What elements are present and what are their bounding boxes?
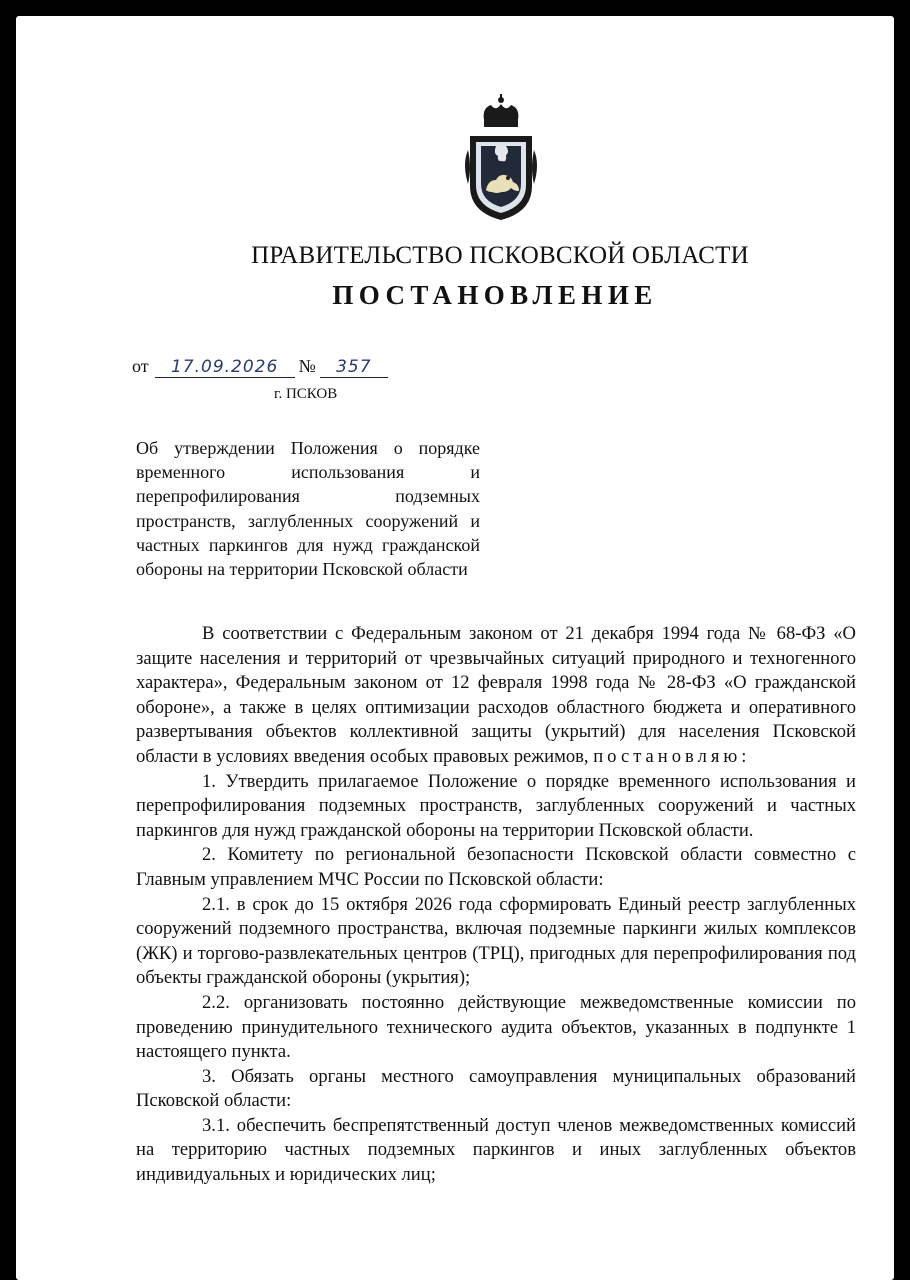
preamble bbox=[136, 622, 856, 770]
paragraph-1: 1. Утвердить прилагаемое Положение о порядке временного использования и перепрофилирования подземных пространств, заглубленных сооружений и частных паркингов для нужд гражданской обороны на территории Псковской области. bbox=[136, 770, 856, 841]
date-number-line bbox=[132, 356, 388, 378]
document-subject: Об утверждении Положения о порядке временного использования и перепрофилирования подземных пространств, заглубленных сооружений и частных паркингов для нужд гражданской обороны на территории Псковской области bbox=[136, 438, 480, 580]
resolve-word: постановляю: bbox=[593, 745, 751, 767]
paragraph-3: 3. Обязать органы местного самоуправления муниципальных образований Псковской области: bbox=[136, 1065, 856, 1112]
coat-of-arms-icon bbox=[446, 90, 556, 226]
government-title: ПРАВИТЕЛЬСТВО ПСКОВСКОЙ ОБЛАСТИ bbox=[251, 242, 749, 269]
document-body bbox=[136, 622, 856, 1188]
paragraph-2: 2. Комитету по региональной безопасности Псковской области совместно с Главным управлением МЧС России по Псковской области: bbox=[136, 844, 856, 890]
number-label: № bbox=[298, 356, 316, 376]
handwritten-date: 17.09.2026 bbox=[155, 357, 295, 378]
document-type-title: ПОСТАНОВЛЕНИЕ bbox=[332, 280, 658, 310]
city-label: г. ПСКОВ bbox=[274, 386, 338, 402]
document-page bbox=[16, 16, 894, 1280]
preamble-text: В соответствии с Федеральным законом от 21 декабря 1994 года № 68-ФЗ «О защите населения и территорий от чрезвычайных ситуаций природного и техногенного характера», Федеральным законом от 12 февраля 1998 года № 28-ФЗ «О гражданской обороне», а также в целях оптимизации расходов областного бюджета и оперативного развертывания объектов коллективной защиты (укрытий) для населения Псковской области в условиях введения особых правовых режимов, bbox=[136, 623, 856, 767]
handwritten-number: 357 bbox=[320, 357, 388, 378]
from-label: от bbox=[132, 356, 149, 376]
paragraph-3-1: 3.1. обеспечить беспрепятственный доступ членов межведомственных комиссий на территорию частных подземных паркингов и иных заглубленных объектов индивидуальных и юридических лиц; bbox=[136, 1114, 856, 1186]
paragraph-2-1: 2.1. в срок до 15 октября 2026 года сформировать Единый реестр заглубленных сооружений подземного пространства, включая подземные паркинги жилых комплексов (ЖК) и торгово-развлекательных центров (ТРЦ), пригодных для перепрофилирования под объекты гражданской обороны (укрытия); bbox=[136, 893, 856, 989]
paragraph-2-2: 2.2. организовать постоянно действующие межведомственные комиссии по проведению принудительного технического аудита объектов, указанных в подпункте 1 настоящего пункта. bbox=[136, 991, 856, 1063]
